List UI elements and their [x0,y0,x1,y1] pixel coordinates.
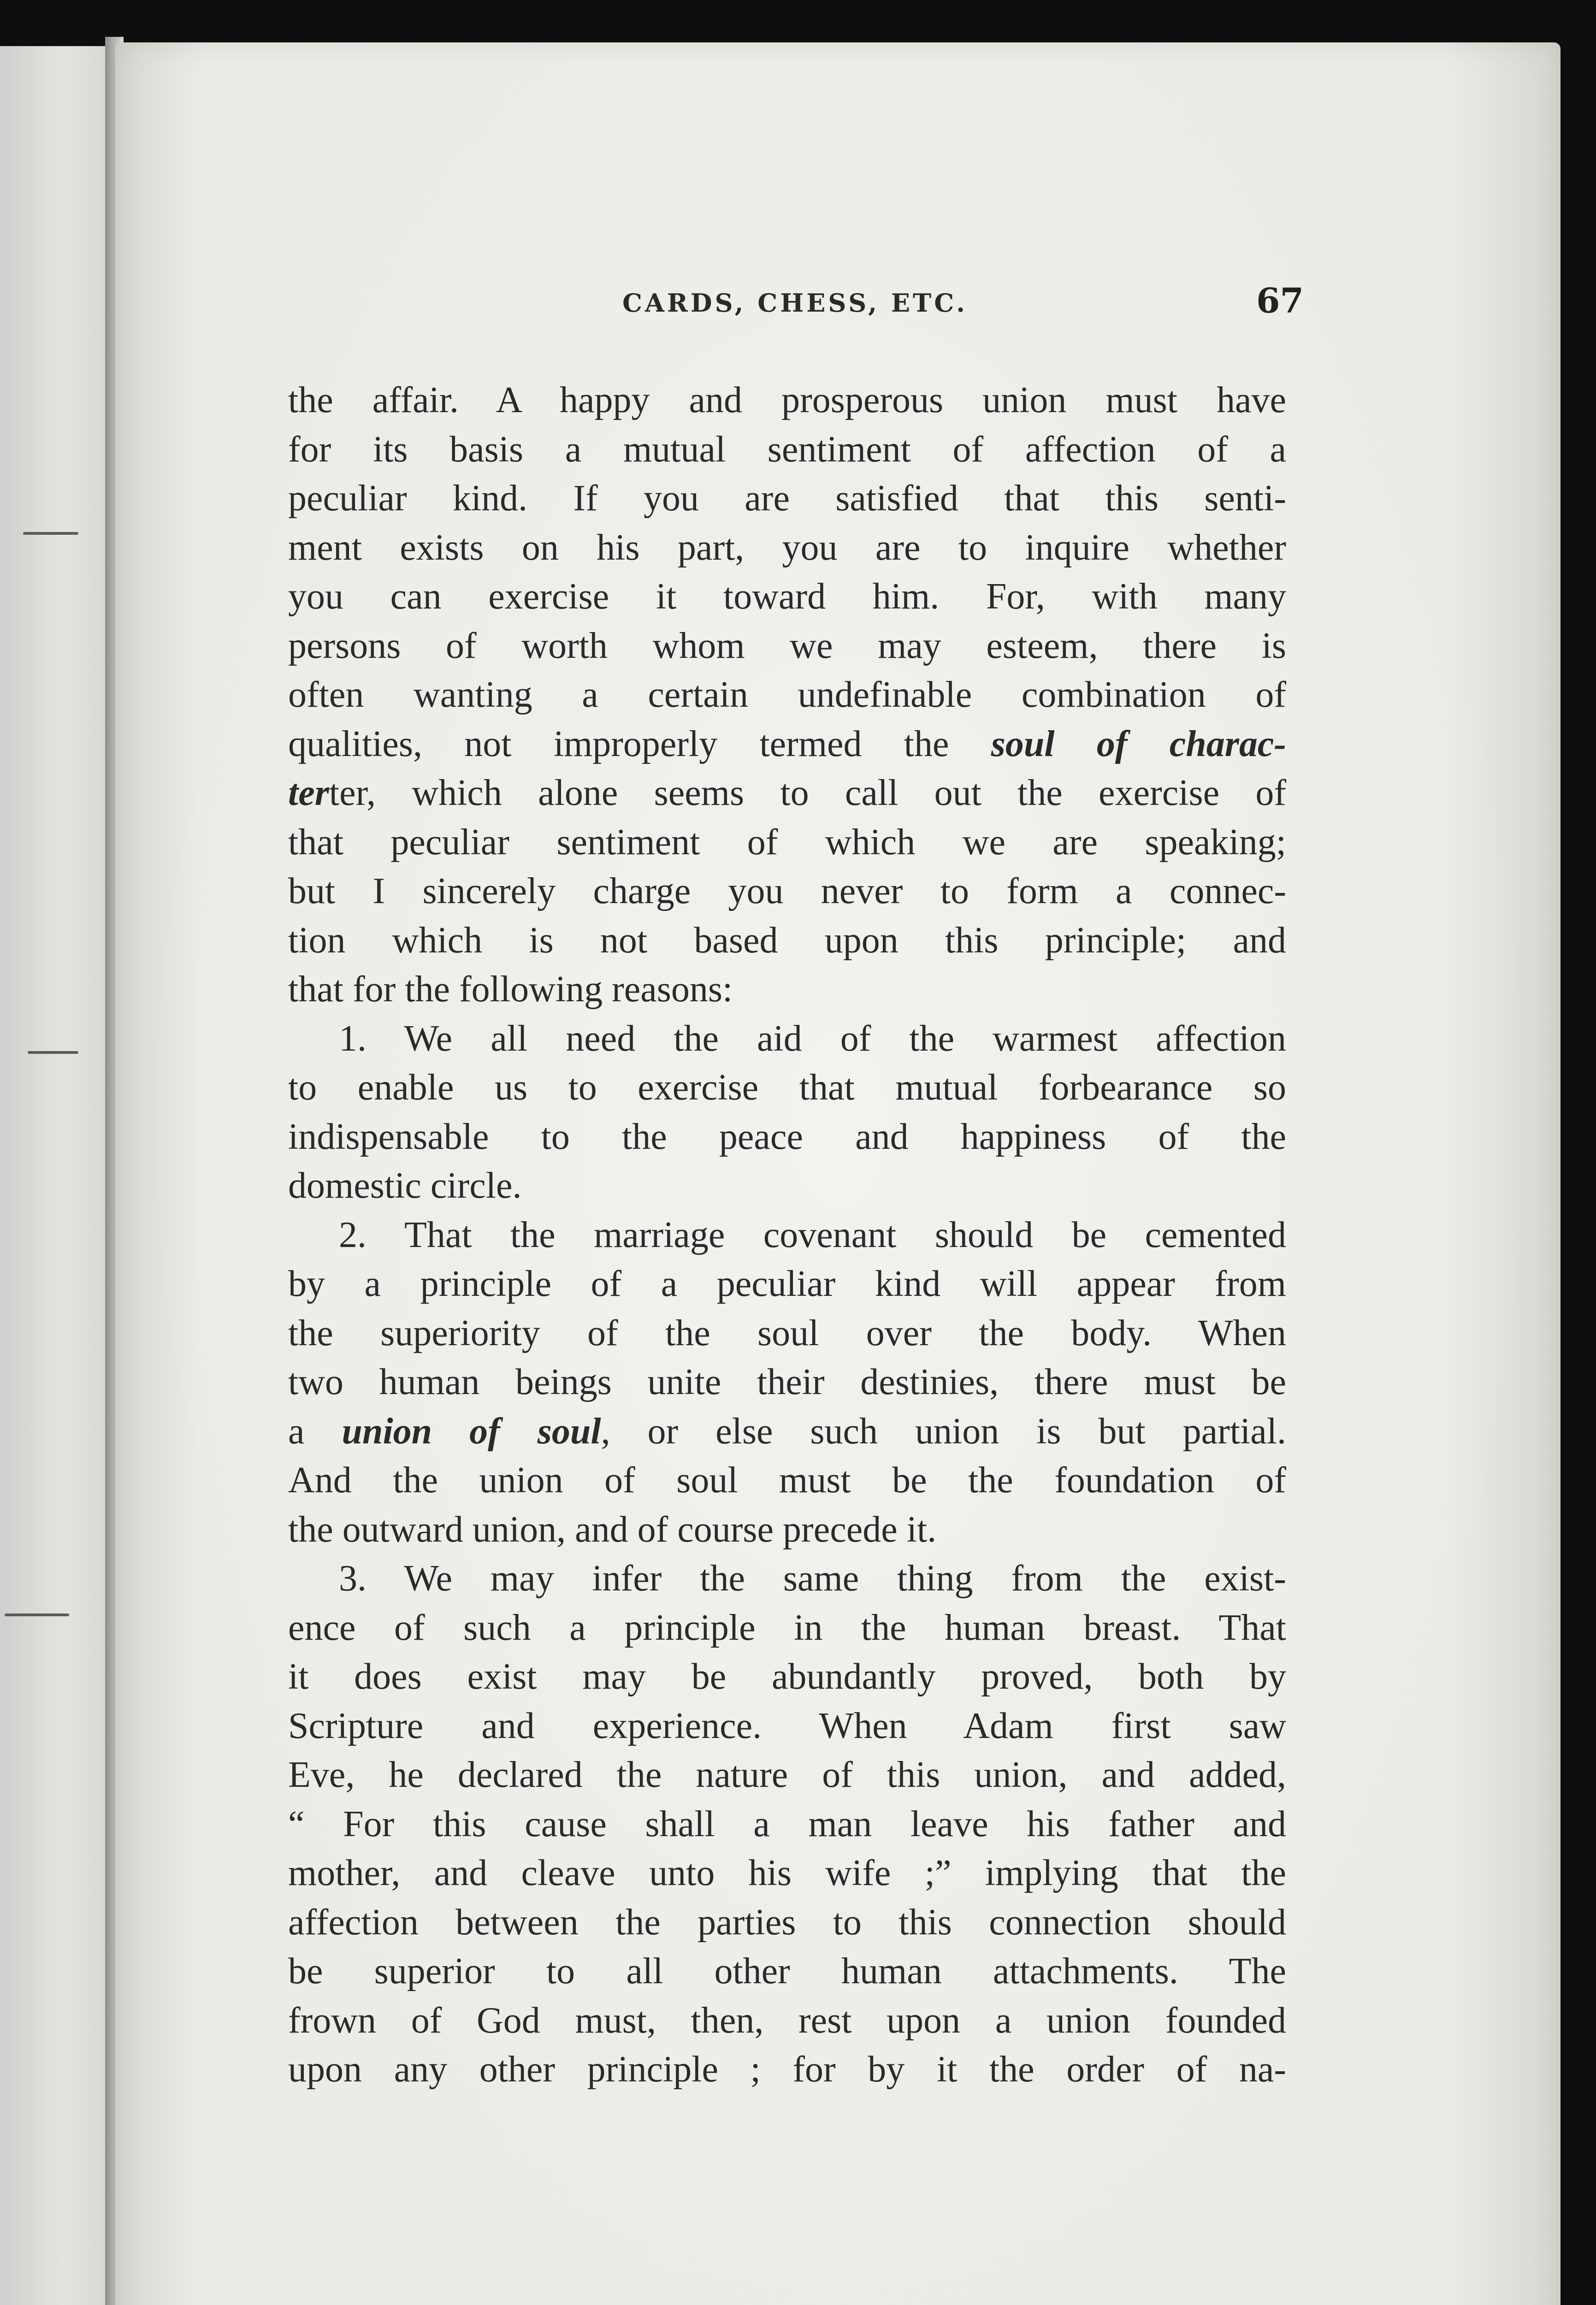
text-line: And the union of soul must be the foundation of [288,1460,1286,1501]
text-line [288,720,1286,769]
text-line: 3. We may infer the same thing from the exist- [339,1558,1286,1599]
text-run: a [288,1411,342,1452]
text-line: often wanting a certain undefinable combination of [288,674,1286,715]
previous-page-edge [0,46,115,2305]
body-text [288,376,1286,2094]
text-line: Eve, he declared the nature of this union, and added, [288,1755,1286,1795]
page-edge-mark [5,1614,69,1616]
text-line: “ For this cause shall a man leave his father and [288,1803,1286,1844]
text-line [288,768,1286,818]
text-line: persons of worth whom we may esteem, there is [288,625,1286,666]
text-line: it does exist may be abundantly proved, both by [288,1656,1286,1697]
page-edge-mark [28,1051,78,1054]
text-line: domestic circle. [288,1165,522,1206]
text-line: the outward union, and of course precede it. [288,1509,937,1550]
text-line: that peculiar sentiment of which we are speaking; [288,822,1286,863]
text-line: for its basis a mutual sentiment of affection of a [288,429,1286,470]
text-line: to enable us to exercise that mutual forbearance so [288,1067,1286,1108]
text-line [288,1407,1286,1456]
text-line: that for the following reasons: [288,969,733,1010]
text-line: the affair. A happy and prosperous union must have [288,380,1286,420]
text-line: upon any other principle ; for by it the order of na- [288,2049,1286,2090]
italic-phrase: soul of charac- [991,723,1287,764]
page-edge-mark [23,532,78,535]
page-number: 67 [1256,281,1304,321]
text-line: ment exists on his part, you are to inquire whether [288,527,1286,568]
text-line: affection between the parties to this connection should [288,1902,1286,1943]
text-line: 2. That the marriage covenant should be cemented [339,1214,1286,1255]
text-line: mother, and cleave unto his wife ;” implying that the [288,1853,1286,1893]
text-line: frown of God must, then, rest upon a union founded [288,2000,1286,2041]
text-line: the superiority of the soul over the body. When [288,1312,1286,1353]
text-line: you can exercise it toward him. For, with many [288,576,1286,617]
italic-phrase: union of soul [342,1411,601,1452]
text-line: two human beings unite their destinies, there must be [288,1362,1286,1402]
text-line: tion which is not based upon this principle; and [288,920,1286,961]
text-line: but I sincerely charge you never to form a connec- [288,871,1286,911]
text-line: Scripture and experience. When Adam first saw [288,1705,1286,1746]
text-line: indispensable to the peace and happiness of the [288,1116,1286,1157]
text-run: ter, which alone seems to call out the exercise of [329,773,1286,813]
text-line: be superior to all other human attachments. The [288,1951,1286,1992]
text-line: peculiar kind. If you are satisfied that this senti- [288,478,1286,519]
text-line: ence of such a principle in the human breast. That [288,1607,1286,1648]
text-line: by a principle of a peculiar kind will appear from [288,1264,1286,1304]
text-run: , or else such union is but partial. [601,1411,1286,1452]
running-head: CARDS, CHESS, ETC. [622,288,968,318]
italic-phrase: ter [288,773,329,813]
text-line: 1. We all need the aid of the warmest affection [339,1018,1286,1059]
text-run: qualities, not improperly termed the [288,723,991,764]
